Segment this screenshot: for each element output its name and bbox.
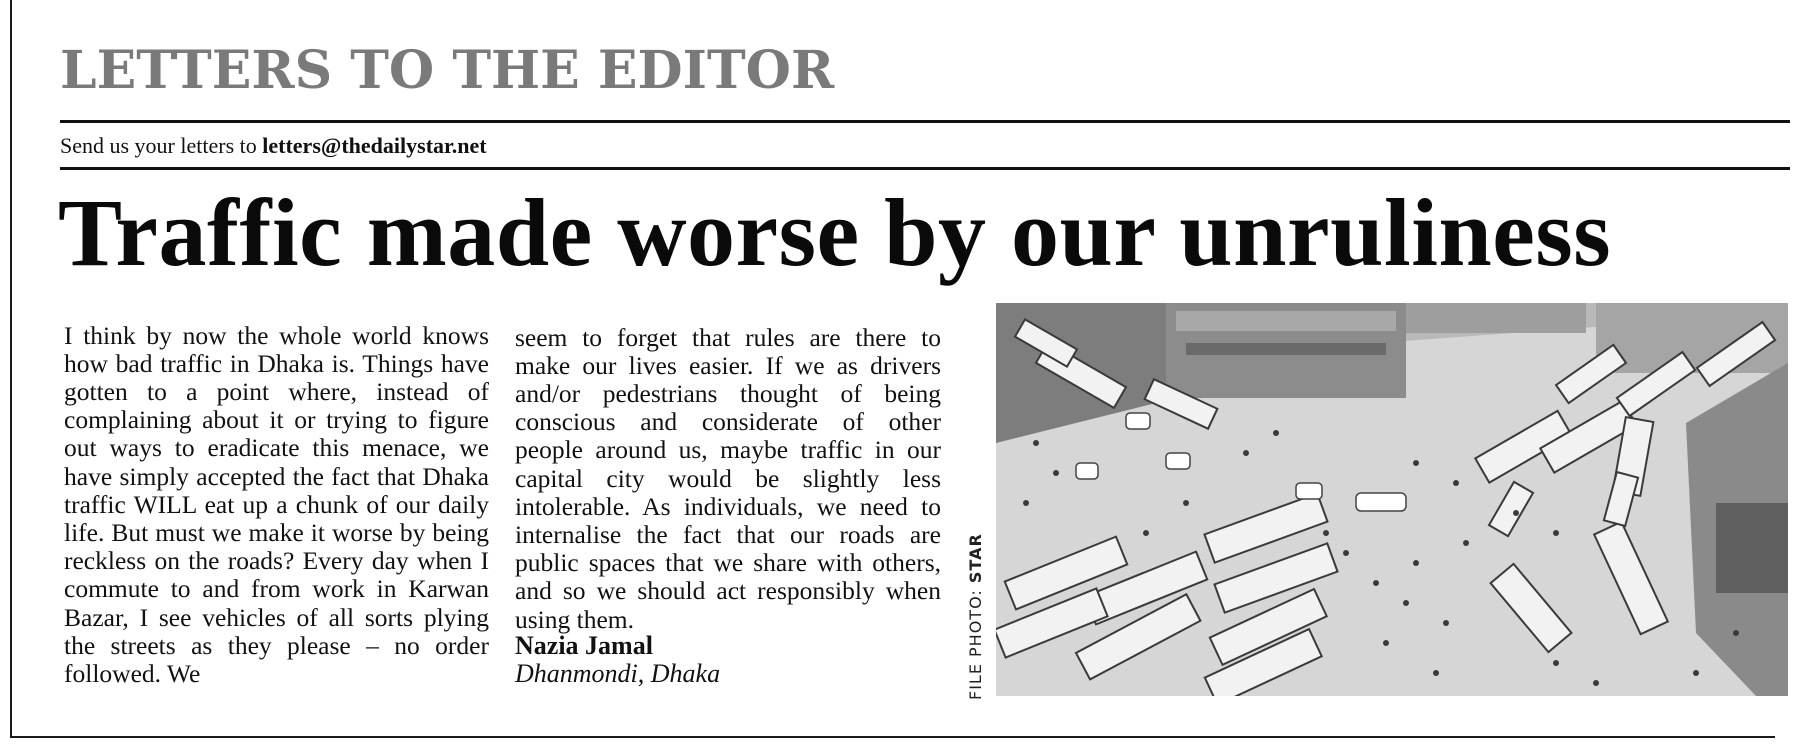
contact-prefix: Send us your letters to bbox=[60, 133, 263, 158]
author-name: Nazia Jamal bbox=[515, 631, 653, 660]
author-location: Dhanmondi, Dhaka bbox=[515, 659, 721, 688]
contact-line bbox=[60, 132, 487, 160]
contact-email[interactable]: letters@thedailystar.net bbox=[262, 133, 487, 158]
letter-column-1: I think by now the whole world knows how bad traffic in Dhaka is. Things have gotten to a point where, instead of complaining about it or trying to figure out ways to eradicate this menace, we have simply accepted the fact that Dhaka traffic WILL eat up a chunk of our daily life. But must we make it worse by being reckless on the roads? Every day when I commute to and from work in Karwan Bazar, I see vehicles of all sorts plying the streets as they please – no order followed. We bbox=[64, 320, 489, 688]
headline: Traffic made worse by our unruliness bbox=[58, 179, 1612, 286]
letter-signature bbox=[515, 632, 720, 688]
section-title: LETTERS TO THE EDITOR bbox=[60, 40, 835, 101]
photo-credit-agency: STAR bbox=[966, 533, 985, 584]
traffic-jam-photo bbox=[996, 303, 1788, 696]
letter-column-2: seem to forget that rules are there to make our lives easier. If we as drivers and/or pedestrians thought of being conscious and considerate of other people around us, maybe traffic in our capital city would be slightly less intolerable. As individuals, we need to internalise the fact that our roads are public spaces that we share with others, and so we should act responsibly when using them. bbox=[515, 322, 941, 634]
top-rule bbox=[60, 120, 1790, 123]
photo-credit-prefix: FILE PHOTO: bbox=[966, 583, 985, 700]
photo-credit bbox=[966, 533, 985, 700]
page-frame-left bbox=[10, 0, 12, 738]
page-frame-bottom bbox=[10, 736, 1775, 738]
middle-rule bbox=[60, 167, 1790, 170]
traffic-photo-illustration bbox=[996, 303, 1788, 696]
